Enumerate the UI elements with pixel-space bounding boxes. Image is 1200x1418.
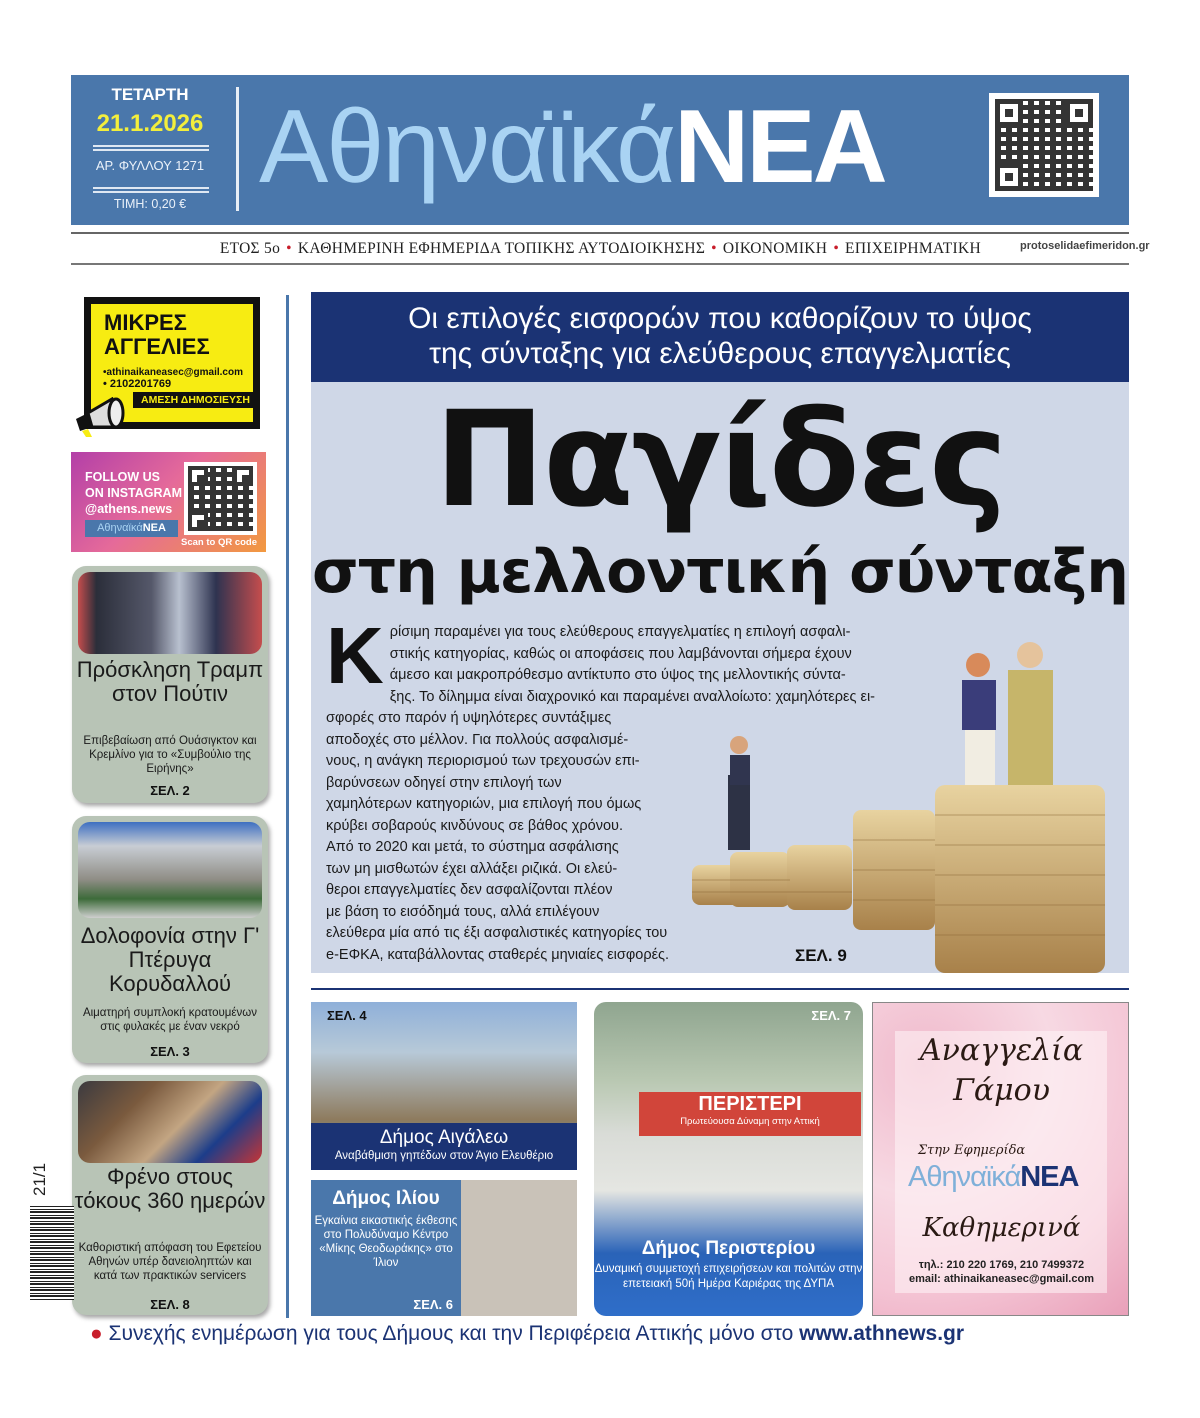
body-line: άμεσο και μακροπρόθεσμο αντίκτυπο στο ύψος της μελλοντικής σύντα- — [389, 667, 846, 683]
body-line: ρίσιμη παραμένει για τους ελεύθερους επαγγελματίες η επιλογή ασφαλι- — [389, 624, 851, 640]
classifieds-badge: ΑΜΕΣΗ ΔΗΜΟΣΙΕΥΣΗ — [133, 392, 258, 408]
page-ref: ΣΕΛ. 9 — [795, 946, 847, 965]
story-peristeri[interactable] — [594, 1002, 863, 1316]
weekday: ΤΕΤΑΡΤΗ — [111, 85, 189, 104]
ad-phone[interactable]: τηλ.: 210 220 1769, 210 7499372 — [918, 1259, 1085, 1271]
body-line: κρύβει σοβαρούς κινδύνους σε βάθος χρόνου. — [326, 817, 623, 834]
wedding-announcement-ad[interactable] — [872, 1002, 1129, 1316]
logo-light: Αθηναϊκά — [259, 89, 675, 205]
spine-date: 21/1 — [30, 1162, 49, 1196]
page-ref: ΣΕΛ. 3 — [150, 1044, 190, 1059]
ad-intro: Στην Εφημερίδα — [917, 1143, 1026, 1158]
drop-cap: Κ — [326, 611, 384, 700]
body-line: των μη μισθωτών έχει αλλάξει ριζικά. Οι ελεύ- — [326, 860, 618, 877]
story-aigaleo[interactable] — [311, 1002, 577, 1170]
newspaper-logo — [259, 77, 885, 217]
story-subtitle: Εγκαίνια εικαστικής έκθεσης στο Πολυδύναμο Κέντρο «Μίκης Θεοδωράκης» στο Ίλιον — [314, 1215, 458, 1269]
barcode-area — [14, 1160, 64, 1310]
source-watermark[interactable]: protoselidaefimeridon.gr — [1020, 240, 1150, 252]
footer-promo — [90, 1322, 964, 1346]
tagline-item: ΚΑΘΗΜΕΡΙΝΗ ΕΦΗΜΕΡΙΔΑ ΤΟΠΙΚΗΣ ΑΥΤΟΔΙΟΙΚΗΣΗΣ — [297, 240, 706, 257]
classifieds-phone[interactable]: • 2102201769 — [103, 378, 172, 390]
story-ilion[interactable] — [311, 1180, 577, 1316]
kicker-line: Οι επιλογές εισφορών που καθορίζουν το ύψος — [408, 302, 1032, 335]
body-line: σφορές στο παρόν ή υψηλότερες συντάξιμες — [326, 710, 612, 726]
body-line: Από το 2020 και μετά, το σύστημα ασφάλισης — [326, 839, 619, 855]
banner-title: ΠΕΡΙΣΤΕΡΙ — [698, 1093, 802, 1115]
tagline-bar — [71, 232, 1129, 265]
body-line: νους, η ανάγκη περιορισμού των τρεχουσών επι- — [326, 753, 640, 769]
story-photo — [78, 822, 262, 918]
story-photo — [78, 572, 262, 654]
story-subtitle: Αναβάθμιση γηπέδων στον Άγιο Ελευθέριο — [334, 1150, 554, 1162]
footer-link[interactable]: www.athnews.gr — [799, 1322, 965, 1345]
issue-date: 21.1.2026 — [96, 110, 204, 137]
bullet-icon: • — [833, 240, 840, 257]
bullet-icon: ● — [90, 1322, 103, 1345]
lead-headline: Παγίδες — [434, 383, 1006, 537]
body-line: θεροι επαγγελματίες δεν ασφαλίζονται πλέον — [326, 882, 613, 898]
sidebar-story-card[interactable] — [72, 1075, 268, 1315]
body-line: στικής κατηγορίας, καθώς οι αποφάσεις που λαμβάνονται σήμερα έχουν — [389, 645, 852, 662]
classifieds-email[interactable]: •athinaikaneasec@gmail.com — [103, 367, 243, 378]
divider — [236, 87, 239, 211]
page-ref: ΣΕΛ. 8 — [150, 1297, 190, 1312]
body-line: ξης. Το δίλημμα είναι διαχρονικό και παραμένει αναλλοίωτο: χαμηλότερες ει- — [389, 688, 876, 705]
qr-code-icon[interactable] — [184, 462, 257, 535]
barcode-icon — [30, 1206, 74, 1300]
lead-kicker — [311, 292, 1129, 382]
scan-label: Scan to QR code — [181, 537, 258, 548]
tagline-item: ΟΙΚΟΝΟΜΙΚΗ — [722, 240, 828, 257]
banner-subtitle: Πρωτεύουσα Δύναμη στην Αττική — [680, 1116, 820, 1127]
tagline-item: ΕΤΟΣ 5ο — [219, 240, 281, 257]
issue-price: ΤΙΜΗ: 0,20 € — [113, 197, 187, 211]
ad-title: Γάμου — [953, 1073, 1050, 1108]
tagline-item: ΕΠΙΧΕΙΡΗΜΑΤΙΚΗ — [845, 240, 981, 257]
story-subtitle: Καθοριστική απόφαση του Εφετείου Αθηνών υπέρ δανειοληπτών και κατά των πρακτικών servicers — [78, 1242, 262, 1282]
bullet-icon: • — [286, 240, 292, 257]
instagram-promo[interactable] — [71, 452, 266, 552]
event-banner — [639, 1092, 861, 1136]
caption-box — [311, 1180, 461, 1316]
column-divider — [286, 295, 289, 1318]
sidebar-story-card[interactable] — [72, 816, 268, 1063]
story-headline: Δήμος Περιστερίου — [641, 1238, 816, 1259]
issue-number: ΑΡ. ΦΥΛΛΟΥ 1271 — [95, 158, 205, 173]
ad-email[interactable]: email: athinaikaneasec@gmail.com — [909, 1273, 1094, 1285]
ad-title: Αναγγελία — [919, 1033, 1084, 1068]
lead-subheadline: στη μελλοντική σύνταξη — [312, 537, 1128, 607]
story-subtitle: Επιβεβαίωση από Ουάσιγκτον και Κρεμλίνο για το «Συμβούλιο της Ειρήνης» — [83, 735, 257, 775]
page-ref: ΣΕΛ. 7 — [811, 1008, 851, 1023]
caption-bar — [311, 1123, 577, 1170]
body-line: χαμηλότερων κατηγοριών, μια επιλογή που όμως — [326, 796, 642, 812]
tagline — [220, 240, 981, 258]
body-line: ελεύθερα μία από τις έξι ασφαλιστικές κατηγορίες του — [326, 925, 668, 941]
body-line: με βάση το εισόδημά τους, αλλά επιλέγουν — [326, 903, 600, 920]
divider — [93, 187, 209, 193]
classifieds-title: ΜΙΚΡΕΣ ΑΓΓΕΛΙΕΣ — [104, 310, 210, 359]
story-subtitle: Αιματηρή συμπλοκή κρατουμένων στις φυλακές με έναν νεκρό — [82, 1007, 258, 1033]
kicker-line: της σύνταξης για ελεύθερους επαγγελματίες — [429, 337, 1011, 370]
classifieds-box[interactable] — [74, 297, 260, 439]
lead-body — [326, 611, 941, 966]
masthead — [71, 75, 1129, 225]
qr-code-icon[interactable] — [989, 93, 1099, 197]
story-headline: Δήμος Ιλίου — [332, 1188, 440, 1209]
bullet-icon: • — [711, 240, 717, 257]
page-ref: ΣΕΛ. 4 — [327, 1008, 367, 1023]
brand-logo: ΑθηναϊκάΝΕΑ — [908, 1161, 1079, 1193]
body-line: βαρύνσεων οδηγεί στην επιλογή των — [326, 774, 562, 791]
megaphone-icon — [74, 397, 126, 437]
section-divider — [311, 988, 1129, 990]
story-photo — [78, 1081, 262, 1163]
story-headline: Πρόσκληση Τραμπ στον Πούτιν — [76, 657, 264, 706]
footer-text: Συνεχής ενημέρωση για τους Δήμους και την Περιφέρεια Αττικής μόνο στο — [108, 1322, 794, 1345]
story-subtitle: Δυναμική συμμετοχή επιχειρήσεων και πολιτών στην επετειακή 50ή Ημέρα Καριέρας της ΔΥΠΑ — [594, 1263, 863, 1290]
story-headline: Δολοφονία στην Γ' Πτέρυγα Κορυδαλλού — [80, 923, 260, 996]
sidebar-story-card[interactable] — [72, 566, 268, 803]
brand-logo: ΑθηναϊκάΝΕΑ — [85, 520, 178, 537]
ad-daily: Καθημερινά — [922, 1213, 1081, 1243]
page-ref: ΣΕΛ. 6 — [413, 1297, 453, 1312]
issue-info — [71, 75, 229, 225]
logo-bold: ΝΕΑ — [674, 89, 885, 205]
story-headline: Φρένο στους τόκους 360 ημερών — [74, 1164, 266, 1213]
story-headline: Δήμος Αιγάλεω — [379, 1127, 509, 1148]
body-line: αποδοχές στο μέλλον. Για πολλούς ασφαλισμέ- — [326, 731, 629, 748]
instagram-text: FOLLOW US ON INSTAGRAM @athens.news — [85, 470, 182, 516]
divider — [93, 145, 209, 151]
page-ref: ΣΕΛ. 2 — [150, 783, 190, 798]
body-line: e-ΕΦΚΑ, καταβάλλοντας σταθερές μηνιαίες εισφορές. — [326, 946, 670, 963]
